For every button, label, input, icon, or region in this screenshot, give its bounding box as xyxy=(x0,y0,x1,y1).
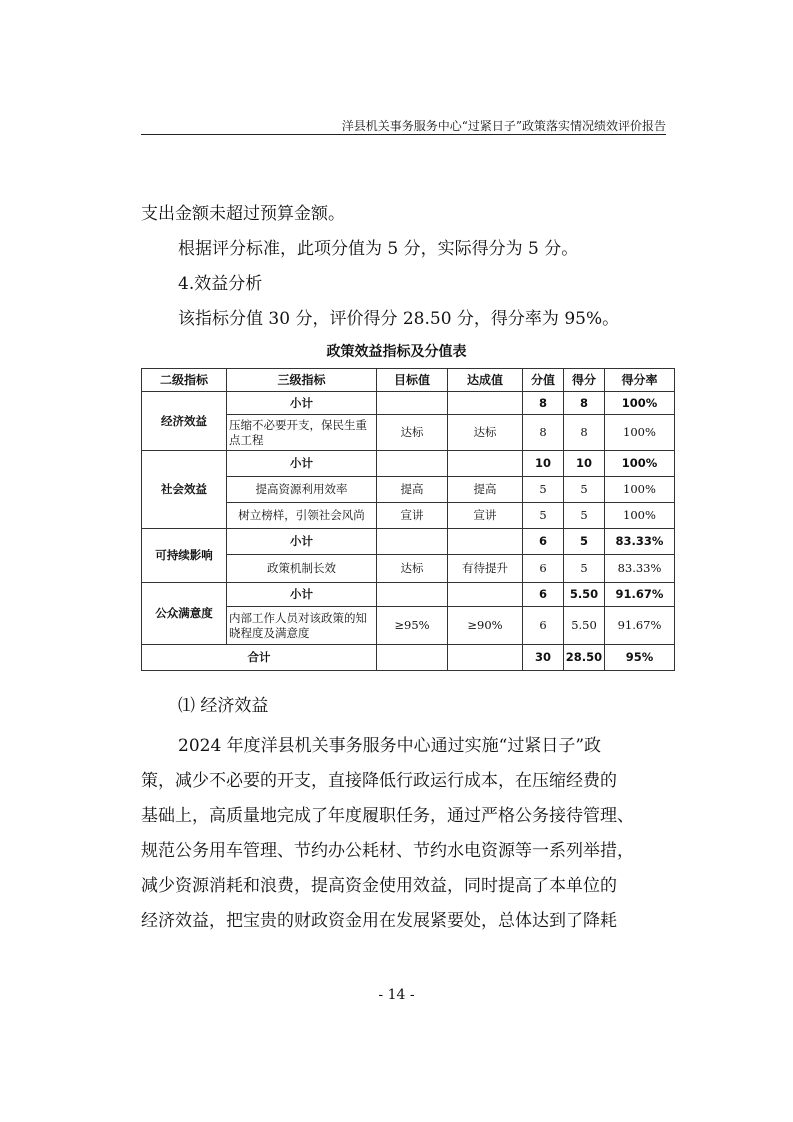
subtotal-row xyxy=(142,529,675,555)
table-cell: 达标 xyxy=(377,555,448,583)
table-cell: 5.50 xyxy=(564,583,605,607)
paragraph-line: 该指标分值 30 分，评价得分 28.50 分，得分率为 95%。 xyxy=(178,309,620,329)
table-cell: 28.50 xyxy=(564,645,605,671)
table-cell: 30 xyxy=(523,645,564,671)
table-cell: 10 xyxy=(523,451,564,477)
table-cell: 5 xyxy=(564,529,605,555)
subtotal-label: 小计 xyxy=(227,529,377,555)
paragraph-line: 经济效益，把宝贵的财政资金用在发展紧要处，总体达到了降耗 xyxy=(141,911,617,931)
subtotal-row xyxy=(142,451,675,477)
indicator-cell: 压缩不必要开支，保民生重点工程 xyxy=(227,415,377,451)
table-cell: 8 xyxy=(564,392,605,415)
column-header: 分值 xyxy=(523,369,564,392)
paragraph-line: 规范公务用车管理、节约办公耗材、节约水电资源等一系列举措， xyxy=(141,841,634,861)
table-cell: 91.67% xyxy=(605,607,675,645)
table-cell: 提高 xyxy=(377,477,448,503)
paragraph-line: 减少资源消耗和浪费，提高资金使用效益，同时提高了本单位的 xyxy=(141,876,617,896)
column-header: 达成值 xyxy=(448,369,523,392)
group-name: 公众满意度 xyxy=(142,583,227,645)
table-cell: 提高 xyxy=(448,477,523,503)
subtotal-label: 小计 xyxy=(227,583,377,607)
table-cell: 6 xyxy=(523,555,564,583)
table-cell: 6 xyxy=(523,529,564,555)
column-header: 目标值 xyxy=(377,369,448,392)
table-cell: 95% xyxy=(605,645,675,671)
table-cell: 100% xyxy=(605,415,675,451)
table-cell: 有待提升 xyxy=(448,555,523,583)
table-cell xyxy=(448,451,523,477)
table-cell: 8 xyxy=(523,415,564,451)
table-cell: 8 xyxy=(564,415,605,451)
section-heading: ⑴ 经济效益 xyxy=(178,696,269,716)
running-header: 洋县机关事务服务中心“过紧日子”政策落实情况绩效评价报告 xyxy=(341,119,666,133)
table-cell: 10 xyxy=(564,451,605,477)
table-cell: 5 xyxy=(564,503,605,529)
table-cell xyxy=(448,583,523,607)
table-cell: 5 xyxy=(564,477,605,503)
group-name: 社会效益 xyxy=(142,451,227,529)
header-divider xyxy=(141,134,666,135)
table-caption: 政策效益指标及分值表 xyxy=(326,344,467,360)
indicator-cell: 树立榜样，引领社会风尚 xyxy=(227,503,377,529)
total-label: 合计 xyxy=(142,645,377,671)
paragraph-line: 基础上，高质量地完成了年度履职任务，通过严格公务接待管理、 xyxy=(141,806,634,826)
page-number: - 14 - xyxy=(378,987,415,1003)
table-cell: 100% xyxy=(605,392,675,415)
subtotal-row xyxy=(142,583,675,607)
table-cell: 5 xyxy=(523,503,564,529)
group-name: 可持续影响 xyxy=(142,529,227,583)
subtotal-row xyxy=(142,392,675,415)
column-header: 三级指标 xyxy=(227,369,377,392)
table-cell: 5 xyxy=(564,555,605,583)
table-cell: 100% xyxy=(605,451,675,477)
table-cell: ≥95% xyxy=(377,607,448,645)
column-header: 得分 xyxy=(564,369,605,392)
table-cell xyxy=(377,583,448,607)
subheading: 4.效益分析 xyxy=(178,274,263,294)
table-cell: 83.33% xyxy=(605,555,675,583)
column-header: 二级指标 xyxy=(142,369,227,392)
paragraph-line: 策，减少不必要的开支，直接降低行政运行成本，在压缩经费的 xyxy=(141,771,617,791)
table-cell: 8 xyxy=(523,392,564,415)
paragraph-line: 根据评分标准，此项分值为 5 分，实际得分为 5 分。 xyxy=(178,239,579,259)
table-cell: 6 xyxy=(523,583,564,607)
indicator-cell: 提高资源利用效率 xyxy=(227,477,377,503)
table-cell: 宣讲 xyxy=(377,503,448,529)
paragraph-line: 2024 年度洋县机关事务服务中心通过实施“过紧日子”政 xyxy=(178,736,602,756)
table-cell: 达标 xyxy=(377,415,448,451)
total-row xyxy=(142,645,675,671)
table-cell: ≥90% xyxy=(448,607,523,645)
table-header-row xyxy=(142,369,675,392)
table-cell xyxy=(448,529,523,555)
table-cell xyxy=(448,645,523,671)
table-cell xyxy=(448,392,523,415)
paragraph-line: 支出金额未超过预算金额。 xyxy=(141,204,345,224)
benefit-table xyxy=(141,368,675,671)
table-cell: 83.33% xyxy=(605,529,675,555)
table-cell: 达标 xyxy=(448,415,523,451)
table-cell: 5 xyxy=(523,477,564,503)
column-header: 得分率 xyxy=(605,369,675,392)
group-name: 经济效益 xyxy=(142,392,227,451)
table-cell xyxy=(377,529,448,555)
subtotal-label: 小计 xyxy=(227,451,377,477)
table-cell xyxy=(377,645,448,671)
table-cell xyxy=(377,392,448,415)
table-cell: 5.50 xyxy=(564,607,605,645)
table-cell: 100% xyxy=(605,477,675,503)
table-cell xyxy=(377,451,448,477)
indicator-cell: 内部工作人员对该政策的知晓程度及满意度 xyxy=(227,607,377,645)
indicator-cell: 政策机制长效 xyxy=(227,555,377,583)
table-cell: 宣讲 xyxy=(448,503,523,529)
table-cell: 91.67% xyxy=(605,583,675,607)
table-cell: 6 xyxy=(523,607,564,645)
table-cell: 100% xyxy=(605,503,675,529)
subtotal-label: 小计 xyxy=(227,392,377,415)
